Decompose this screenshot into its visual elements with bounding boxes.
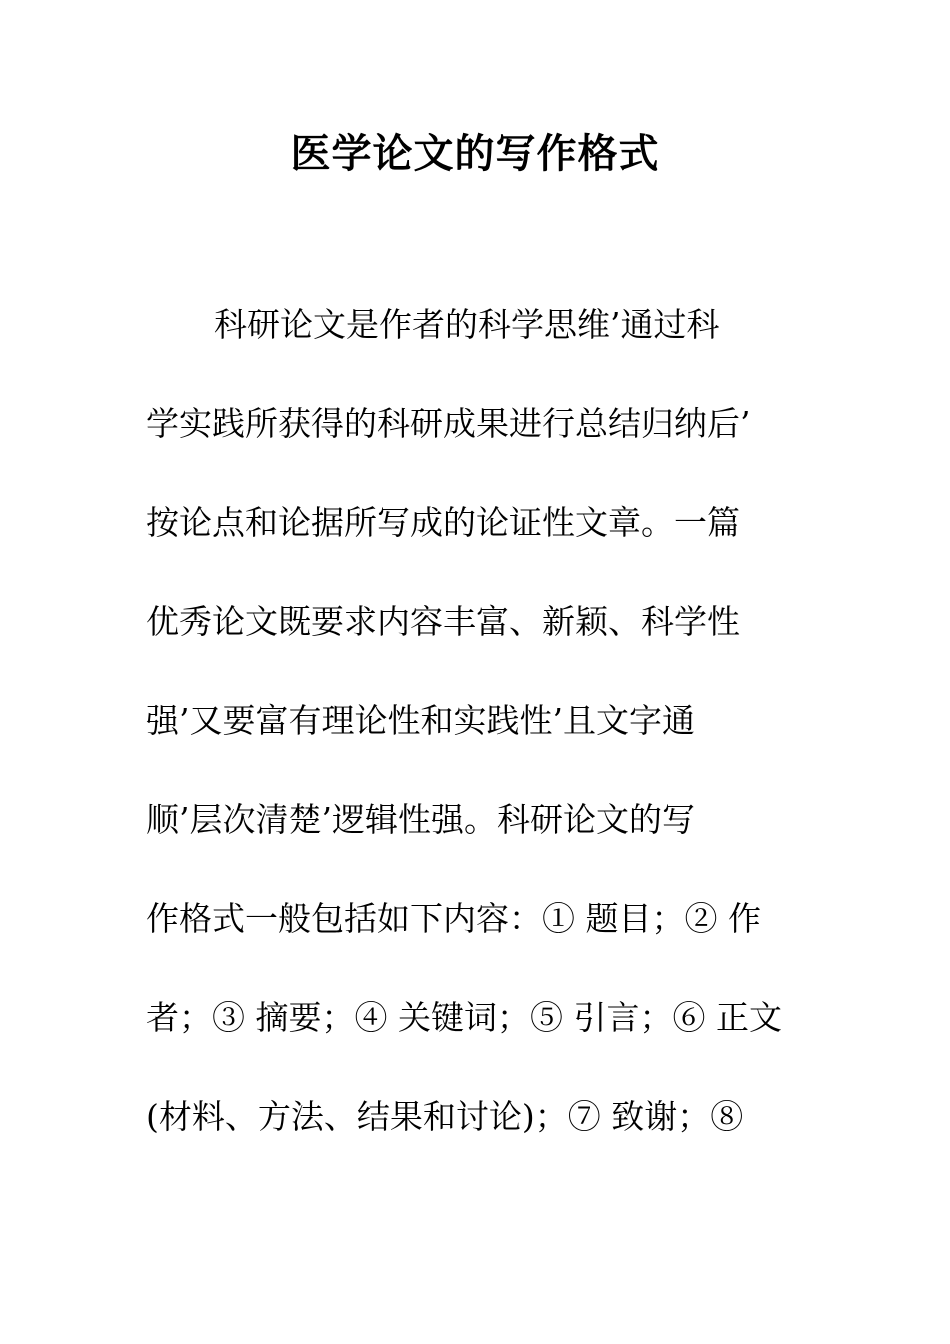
- paragraph-line-8: 者；③ 摘要；④ 关键词；⑤ 引言；⑥ 正文: [146, 998, 782, 1037]
- paragraph-line-7: 作格式一般包括如下内容：① 题目；② 作: [146, 899, 761, 938]
- paragraph-line-4: 优秀论文既要求内容丰富、新颖、科学性: [146, 602, 740, 641]
- paragraph-line-2: 学实践所获得的科研成果进行总结归纳后’: [146, 404, 751, 443]
- document-title: 医学论文的写作格式: [290, 131, 660, 177]
- paragraph-line-6: 顺’层次清楚’逻辑性强。科研论文的写: [146, 800, 695, 839]
- paragraph-line-3: 按论点和论据所写成的论证性文章。一篇: [146, 503, 740, 542]
- paragraph-line-1: 科研论文是作者的科学思维’通过科: [214, 305, 720, 344]
- paragraph-line-5: 强’又要富有理论性和实践性’且文字通: [146, 701, 695, 740]
- paragraph-line-9: (材料、方法、结果和讨论)；⑦ 致谢；⑧: [146, 1097, 744, 1136]
